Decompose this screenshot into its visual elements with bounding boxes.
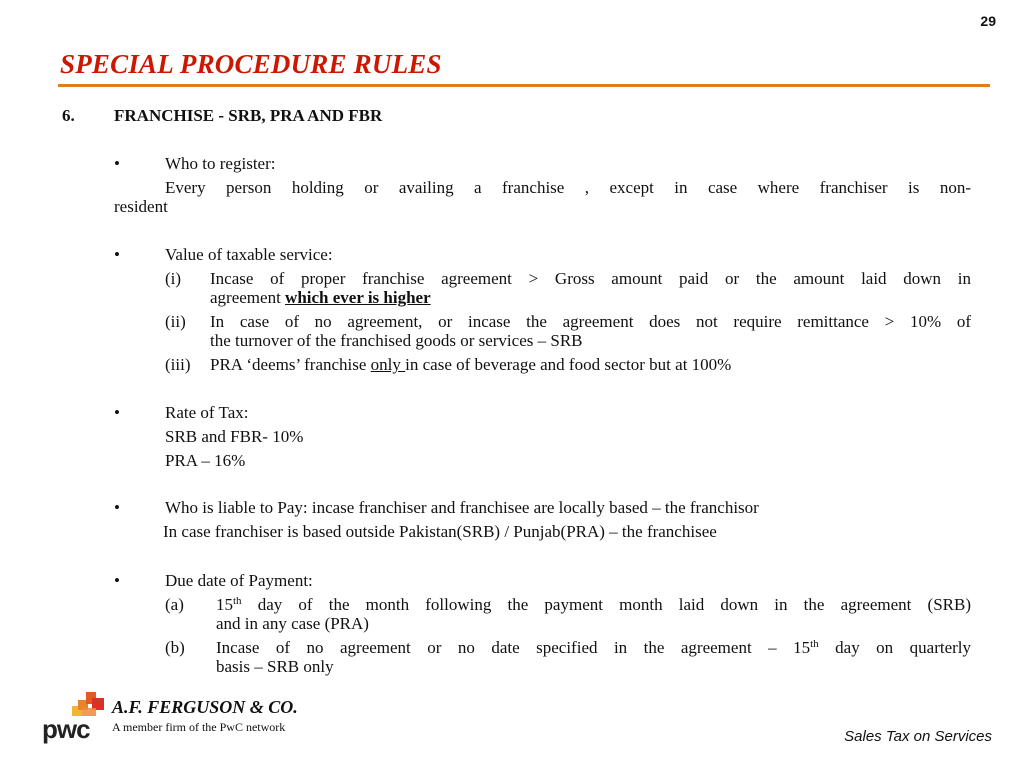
due-item-a-sup: th [233, 595, 242, 607]
due-item-a-day: 15 [216, 595, 233, 614]
value-item-iii-number: (iii) [165, 355, 191, 374]
bullet-icon: • [114, 154, 120, 173]
value-item-ii-number: (ii) [165, 312, 186, 331]
value-label: Value of taxable service: [165, 245, 333, 264]
firm-member-note: A member firm of the PwC network [112, 720, 286, 734]
section-number: 6. [62, 106, 75, 125]
bullet-icon: • [114, 245, 120, 264]
due-item-a-number: (a) [165, 595, 184, 614]
page-number: 29 [980, 13, 996, 29]
rate-label: Rate of Tax: [165, 403, 249, 422]
due-item-b-sup: th [810, 638, 819, 650]
value-item-iii-part1: PRA ‘deems’ franchise [210, 355, 371, 374]
bullet-icon: • [114, 571, 120, 590]
due-item-b-text1: Incase of no agreement or no date specified in the agreement – 15 [216, 638, 811, 657]
bullet-icon: • [114, 403, 120, 422]
value-item-i-emphasis: which ever is higher [285, 288, 431, 307]
rate-line1: SRB and FBR- 10% [165, 427, 304, 446]
value-item-i-line1: Incase of proper franchise agreement > Gross amount paid or the amount laid down in [210, 269, 971, 288]
register-text-cont: resident [114, 197, 168, 216]
title-underline [58, 84, 990, 87]
value-item-iii-text [210, 355, 731, 375]
due-label: Due date of Payment: [165, 571, 313, 590]
value-item-i-number: (i) [165, 269, 182, 288]
value-item-ii-line1: In case of no agreement, or incase the agreement does not require remittance > 10% of [210, 312, 971, 331]
value-item-i-line2 [210, 288, 431, 308]
rate-line2: PRA – 16% [165, 451, 246, 470]
footer-topic: Sales Tax on Services [844, 728, 992, 745]
register-label: Who to register: [165, 154, 276, 173]
liable-line2: In case franchiser is based outside Pakistan(SRB) / Punjab(PRA) – the franchisee [163, 522, 717, 541]
due-item-b-line2: basis – SRB only [216, 657, 334, 676]
register-text: Every person holding or availing a franchise , except in case where franchiser is non- [165, 178, 971, 197]
slide-title: SPECIAL PROCEDURE RULES [60, 49, 442, 79]
bullet-icon: • [114, 498, 120, 517]
firm-name: A.F. FERGUSON & CO. [112, 697, 298, 717]
due-item-b-line1 [216, 638, 971, 658]
liable-line1: Who is liable to Pay: incase franchiser and franchisee are locally based – the franchisor [165, 498, 759, 517]
due-item-b-text2: day on quarterly [818, 638, 972, 657]
value-item-i-text: agreement [210, 288, 286, 307]
due-item-a-line2: and in any case (PRA) [216, 614, 369, 633]
value-item-iii-part2: in case of beverage and food sector but at 100% [405, 355, 732, 374]
pwc-logo-word: pwc [42, 714, 90, 744]
due-item-a-text: day of the month following the payment month laid down in the agreement (SRB) [241, 595, 971, 614]
section-heading: FRANCHISE - SRB, PRA AND FBR [114, 106, 383, 125]
due-item-a-line1 [216, 595, 971, 615]
value-item-ii-line2: the turnover of the franchised goods or services – SRB [210, 331, 583, 350]
due-item-b-number: (b) [165, 638, 185, 657]
value-item-iii-emphasis: only [370, 355, 406, 374]
